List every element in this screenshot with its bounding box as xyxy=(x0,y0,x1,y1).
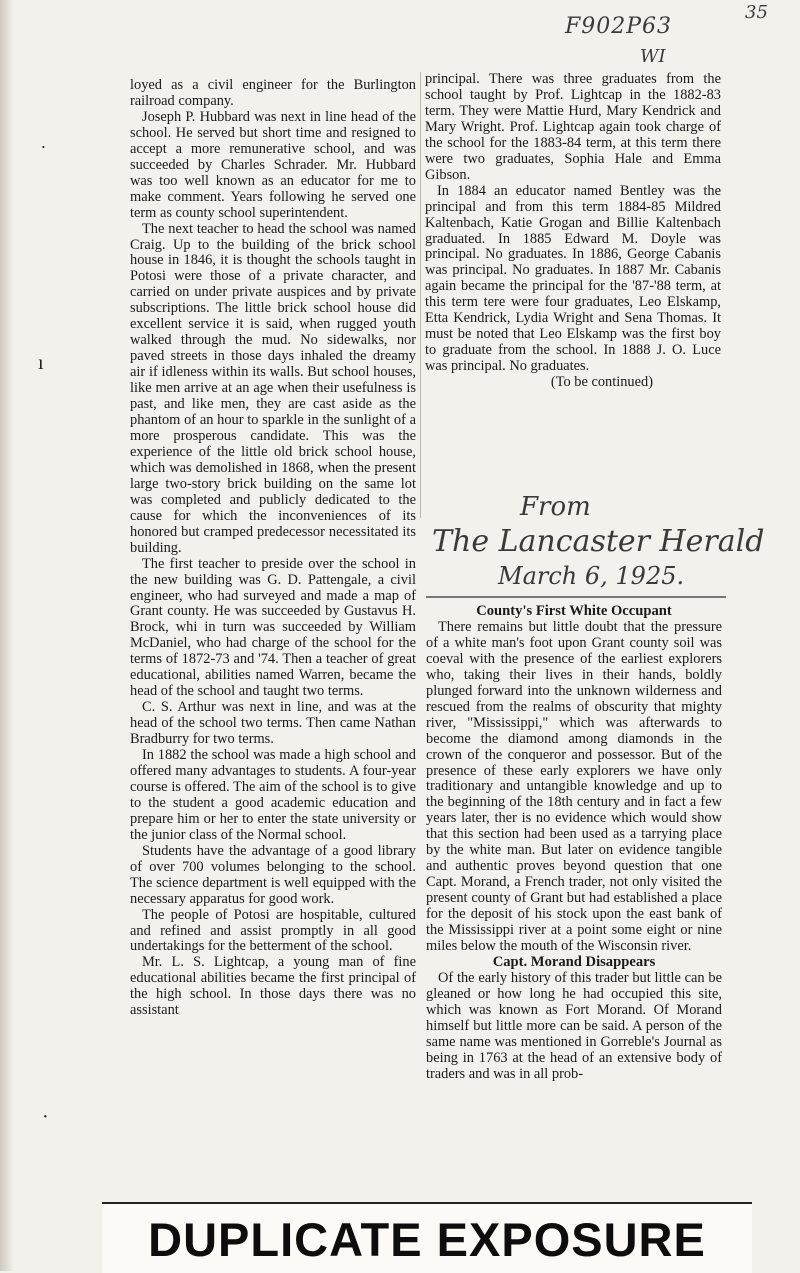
paragraph: principal. There was three graduates from the school taught by Prof. Lightcap in the 1882-83 term. They were Mattie Hurd, Mary Kendrick and Mary Wright. Prof. Lightcap again took charge of the school for the 1883-84 term, at this term there were two graduates, Sophia Hale and Emma Gibson. xyxy=(425,71,721,183)
paragraph: In 1884 an educator named Bentley was the principal and from this term 1884-85 Mildred Kaltenbach, Katie Grogan and Billie Kaltenbach graduated. In 1885 Edward M. Doyle was principal. No graduates. In 1886, George Cabanis was principal. No graduates. In 1887 Mr. Cabanis again became the principal for the '87-'88 term, at this term tere were four graduates, Leo Elskamp, Etta Kendrick, Lydia Wright and Sena Thomas. It must be noted that Leo Elskamp was the first boy to graduate from the school. In 1888 J. O. Luce was principal. No graduates. xyxy=(425,182,721,375)
column-divider xyxy=(420,72,421,518)
paragraph: Joseph P. Hubbard was next in line head of the school. He served but short time and resigned to accept a more remunerative school, and was succeeded by Charles Schrader. Mr. Hubbard was too well known as an educator for me to make comment. Years following he served one term as county school superintendent. xyxy=(130,108,416,221)
duplicate-exposure-banner xyxy=(102,1202,752,1273)
page-edge-shadow xyxy=(0,0,14,1271)
paragraph: There remains but little doubt that the pressure of a white man's foot upon Grant county soil was coeval with the presence of the earliest explorers who, taking their lives in their hands, boldly plunged forward into the unknown wilderness and rescued from the realms of obscurity that mighty river, "Mississippi," which was afterwards to become the diamond among diamonds in the crown of the conqueror and possessor. But of the presence of these early explorers we have only traditionary and untangible knowledge and up to the beginning of the 18th century and in fact a few years later, ther is no evidence which would show that this section had been used as a tarrying place by the white man. But later on evidence tangible and authentic proves beyond question that one Capt. Morand, a French trader, not only visited the present county of Grant but had established a place for the deposit of his stock upon the east bank of the Mississippi river at a point some eight or nine miles below the mouth of the Wisconsin river. xyxy=(426,618,722,955)
right-column-top xyxy=(425,72,721,391)
clipping-border xyxy=(426,596,726,598)
margin-mark: ı xyxy=(38,352,44,374)
margin-mark: ˙ xyxy=(40,142,47,164)
paragraph: The people of Potosi are hospitable, cultured and refined and assist promptly in all good undertakings for the betterment of the school. xyxy=(130,906,416,955)
handwritten-date: March 6, 1925. xyxy=(498,562,685,590)
article-clipping xyxy=(426,604,722,1083)
article-heading: County's First White Occupant xyxy=(476,603,672,619)
paragraph: The next teacher to head the school was named Craig. Up to the building of the brick school house in 1846, it is thought the schools taught in Potosi were those of a private character, and carried on under private auspices and by private subscriptions. The little brick school house did excellent service it is said, when rugged youth walked through the mud. No sidewalks, nor paved streets in those days inhaled the dreamy air if idleness within its walls. But school houses, like men arrive at an age when their usefulness is past, and like men, they are cast aside as the phantom of an hour to sparkle in the sunlight of a more prosperous candidate. This was the experience of the little old brick school house, which was demolished in 1868, when the present large two-story brick building on the same lot was completed and publicly dedicated to the cause for which the inconveniences of its honored but cramped predecessor necessitated its building. xyxy=(130,220,416,556)
left-column xyxy=(130,78,416,1019)
continued-note: (To be continued) xyxy=(550,374,653,391)
paragraph: Students have the advantage of a good library of over 700 volumes belonging to the school. The science department is well equipped with the necessary apparatus for good work. xyxy=(130,842,416,907)
paragraph: C. S. Arthur was next in line, and was at the head of the school two terms. Then came Nathan Bradburry for two terms. xyxy=(130,699,416,748)
handwritten-reference-code: F902P63 xyxy=(565,14,673,39)
paragraph: Of the early history of this trader but little can be gleaned or how long he had occupied this site, which was known as Fort Morand. Of Morand himself but little more can be said. A person of the same name was mentioned in Gorreble's Journal as being in 1763 at the head of an extensive body of traders and was in all prob- xyxy=(426,969,722,1082)
paragraph: In 1882 the school was made a high school and offered many advantages to students. A four-year course is offered. The aim of the school is to give to the student a good academic education and prepare him or her to enter the state university or the junior class of the Normal school. xyxy=(130,747,416,843)
handwritten-from-label: From xyxy=(520,492,591,522)
stamp-text: DUPLICATE EXPOSURE xyxy=(148,1213,706,1266)
paragraph: The first teacher to preside over the school in the new building was G. D. Pattengale, a civil engineer, who had surveyed and made a map of Grant county. He was succeeded by Gustavus H. Brock, whi in turn was succeeded by William McDaniel, who had charge of the school for the terms of 1872-73 and '74. Then a teacher of great educational, abilities named Warren, became the head of the school and taught two terms. xyxy=(130,555,416,700)
handwritten-source-name: The Lancaster Herald xyxy=(432,524,765,559)
paragraph: Mr. L. S. Lightcap, a young man of fine educational abilities became the first principal of the high school. In those days there was no assistant xyxy=(130,954,416,1019)
handwritten-state-code: WI xyxy=(640,46,666,67)
paragraph: loyed as a civil engineer for the Burlington railroad company. xyxy=(130,77,416,109)
handwritten-page-number: 35 xyxy=(745,2,768,23)
article-subheading: Capt. Morand Disappears xyxy=(492,953,656,970)
margin-mark: · xyxy=(42,1106,49,1128)
